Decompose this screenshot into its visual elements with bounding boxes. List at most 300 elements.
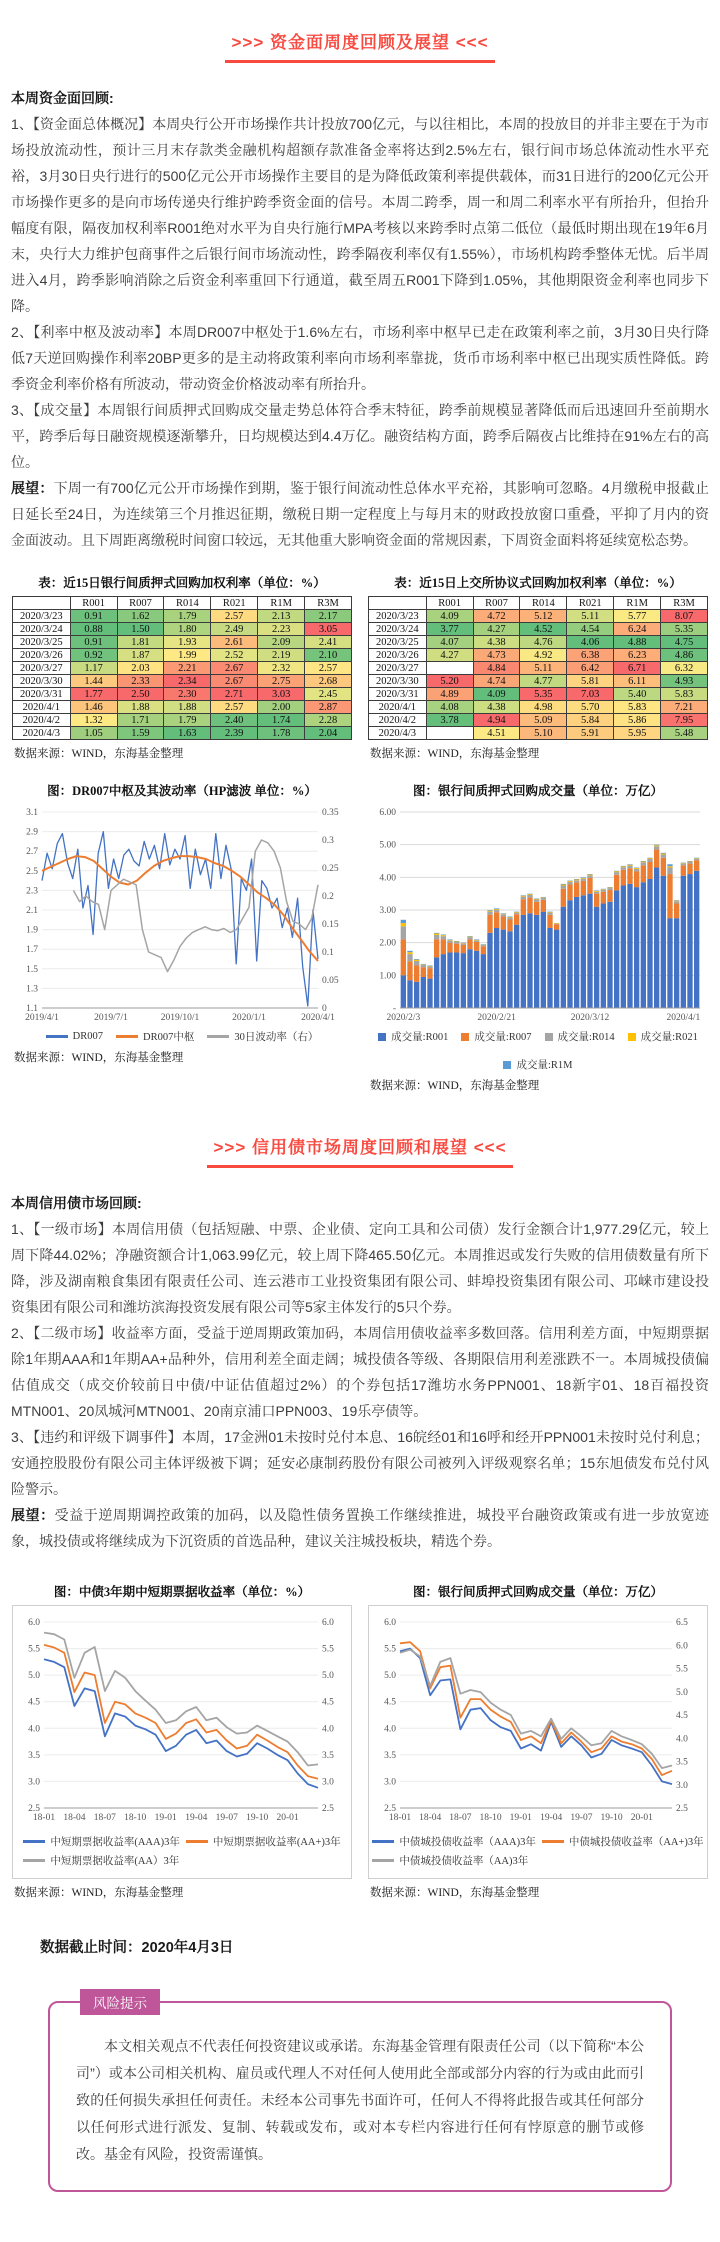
- column-header: R1M: [614, 597, 661, 610]
- svg-text:2.9: 2.9: [26, 827, 38, 838]
- table-row: [369, 662, 708, 675]
- table-cell: 2.61: [211, 636, 258, 649]
- svg-text:20-01: 20-01: [630, 1813, 653, 1823]
- table-cell: 1.93: [164, 636, 211, 649]
- risk-warning-box: [48, 1996, 672, 2192]
- table-cell: 5.91: [567, 727, 614, 740]
- svg-text:0.3: 0.3: [322, 836, 334, 846]
- legend-label: 成交量:R007: [474, 1032, 532, 1043]
- paragraph: 2、【利率中枢及波动率】本周DR007中枢处于1.6%左右，市场利率中枢早已走在政策利率之前，3月30日央行降低7天逆回购操作利率20BP更多的是主动将政策利率向市场利率靠拢，货币市场利率中枢已出现实质性降低。跨季资金利率价格有所波动，带动资金价格波动率有所抬升。: [11, 324, 709, 392]
- table-cell: 1.80: [164, 623, 211, 636]
- svg-text:4.5: 4.5: [384, 1697, 396, 1708]
- outlook-label: 展望：: [11, 1507, 55, 1523]
- svg-text:0.05: 0.05: [322, 976, 339, 986]
- table-cell: 1.77: [70, 688, 117, 701]
- svg-text:18-04: 18-04: [419, 1813, 442, 1823]
- table-cell: 6.71: [614, 662, 661, 675]
- column-header: R021: [567, 597, 614, 610]
- column-header: R021: [211, 597, 258, 610]
- legend-label: 中债城投债收益率（AAA)3年: [399, 1837, 536, 1848]
- table-cell: 2.03: [117, 662, 164, 675]
- table-cell: 5.12: [520, 610, 567, 623]
- table-cell: 4.72: [473, 610, 520, 623]
- table-cell: 4.09: [426, 610, 473, 623]
- table-cell: 1.17: [70, 662, 117, 675]
- table-cell: 1.88: [164, 701, 211, 714]
- svg-text:3.0: 3.0: [28, 1777, 40, 1788]
- legend-item: [542, 1834, 704, 1849]
- table-cell: 4.88: [614, 636, 661, 649]
- table-cell: 4.84: [473, 662, 520, 675]
- svg-text:6.0: 6.0: [322, 1618, 334, 1628]
- chart-legend: [12, 1029, 352, 1044]
- row-date: 2020/4/2: [369, 714, 427, 727]
- table-cell: 2.41: [305, 636, 352, 649]
- row-date: 2020/3/25: [369, 636, 427, 649]
- table-cell: 2.39: [211, 727, 258, 740]
- legend-item: [46, 1031, 103, 1042]
- table-cell: 2.10: [305, 649, 352, 662]
- legend-swatch: [116, 1035, 138, 1038]
- mtn-yield-chart-block: [12, 1576, 352, 1900]
- svg-text:6.0: 6.0: [28, 1618, 40, 1628]
- svg-text:19-07: 19-07: [215, 1813, 238, 1823]
- table-cell: 4.38: [473, 701, 520, 714]
- svg-text:6.00: 6.00: [379, 808, 396, 818]
- column-header: R001: [70, 597, 117, 610]
- legend-label: 成交量:R1M: [516, 1060, 573, 1071]
- svg-text:3.0: 3.0: [322, 1777, 334, 1788]
- table-cell: 6.32: [661, 662, 708, 675]
- table-cell: 2.00: [258, 701, 305, 714]
- table-cell: 3.78: [426, 714, 473, 727]
- table-cell: 5.77: [614, 610, 661, 623]
- column-header: R014: [520, 597, 567, 610]
- row-date: 2020/3/23: [369, 610, 427, 623]
- svg-text:19-04: 19-04: [540, 1813, 563, 1823]
- dr007-volatility-line-chart: [12, 804, 352, 1026]
- svg-text:3.0: 3.0: [676, 1780, 688, 1791]
- data-source-note: 数据来源：WIND，东海基金整理: [370, 1080, 540, 1092]
- svg-text:19-04: 19-04: [185, 1813, 208, 1823]
- table-row: [369, 623, 708, 636]
- table-row: [13, 636, 352, 649]
- data-source-note: 数据来源：WIND，东海基金整理: [14, 1052, 184, 1064]
- table-row: [13, 675, 352, 688]
- section2-heading: 本周信用债市场回顾:: [11, 1195, 142, 1211]
- chart-legend: [368, 1029, 708, 1072]
- table-cell: [426, 727, 473, 740]
- svg-text:2.00: 2.00: [379, 938, 396, 949]
- paragraph: 2、【二级市场】收益率方面，受益于逆周期政策加码，本周信用债收益率多数回落。信用利差方面，中短期票据除1年期AAA和1年期AA+品种外，信用利差全面走阔；城投债各等级、各期限信用利差涨跌不一。本周城投债偏估值成交（成交价较前日中债/中证估值超过2%）的个券包括17潍坊水务PPN001、18新宇01、18百福投资MTN001、20凤城河MTN001、20南京浦口PPN003、19乐亭债等。: [11, 1325, 709, 1419]
- table-cell: 4.38: [473, 636, 520, 649]
- svg-text:1.9: 1.9: [26, 925, 38, 936]
- svg-text:4.0: 4.0: [322, 1724, 334, 1735]
- row-date: 2020/3/26: [13, 649, 71, 662]
- table-cell: 5.86: [614, 714, 661, 727]
- table-cell: 2.13: [258, 610, 305, 623]
- svg-text:1.3: 1.3: [26, 984, 38, 995]
- svg-text:0.15: 0.15: [322, 920, 339, 930]
- row-date: 2020/4/1: [369, 701, 427, 714]
- table-cell: 4.73: [473, 649, 520, 662]
- corner-cell: [369, 597, 427, 610]
- legend-label: 成交量:R021: [640, 1032, 698, 1043]
- outlook-paragraph: [11, 1502, 709, 1554]
- outlook-label: 展望：: [11, 480, 54, 496]
- table-cell: 2.23: [258, 623, 305, 636]
- svg-text:0.35: 0.35: [322, 808, 339, 818]
- svg-text:1.7: 1.7: [26, 945, 38, 956]
- table-row: [369, 636, 708, 649]
- svg-text:2020/3/12: 2020/3/12: [570, 1013, 610, 1023]
- table-cell: 2.30: [164, 688, 211, 701]
- table-cell: 6.38: [567, 649, 614, 662]
- svg-text:2.3: 2.3: [26, 886, 38, 897]
- corner-cell: [13, 597, 71, 610]
- table-cell: 2.09: [258, 636, 305, 649]
- table-cell: 4.93: [661, 675, 708, 688]
- table-cell: 4.94: [473, 714, 520, 727]
- table-cell: 5.70: [567, 701, 614, 714]
- svg-text:2.5: 2.5: [322, 1804, 334, 1814]
- legend-item: [23, 1853, 179, 1868]
- table-cell: 1.44: [70, 675, 117, 688]
- svg-text:19-01: 19-01: [509, 1813, 532, 1823]
- data-source-note: 数据来源：WIND，东海基金整理: [14, 1887, 184, 1899]
- legend-swatch: [23, 1859, 45, 1862]
- chart-caption: 图：中债3年期中短期票据收益率（单位：%）: [53, 1585, 311, 1599]
- repo-volume-chart-block: [368, 775, 708, 1093]
- legend-item: [503, 1057, 572, 1072]
- table-header-row: [369, 597, 708, 610]
- row-date: 2020/3/23: [13, 610, 71, 623]
- svg-text:4.00: 4.00: [379, 873, 396, 884]
- chart-legend: [372, 1834, 704, 1868]
- charts-row-2: [0, 1576, 720, 1900]
- table-row: [13, 662, 352, 675]
- table-cell: 1.62: [117, 610, 164, 623]
- table-cell: 2.67: [211, 662, 258, 675]
- table-cell: 5.20: [426, 675, 473, 688]
- section2-body: [0, 1190, 720, 1554]
- table-cell: 1.81: [117, 636, 164, 649]
- legend-swatch: [461, 1033, 469, 1041]
- svg-text:19-01: 19-01: [154, 1813, 177, 1823]
- legend-swatch: [372, 1859, 394, 1862]
- table-cell: 4.86: [661, 649, 708, 662]
- svg-text:2.5: 2.5: [28, 1804, 40, 1814]
- table-cell: [426, 662, 473, 675]
- charts-row-1: [0, 775, 720, 1093]
- table-cell: 7.95: [661, 714, 708, 727]
- legend-label: 成交量:R014: [557, 1032, 615, 1043]
- legend-swatch: [503, 1061, 511, 1069]
- column-header: R3M: [661, 597, 708, 610]
- table-cell: 4.07: [426, 636, 473, 649]
- svg-text:2.5: 2.5: [384, 1804, 396, 1814]
- report-page: [0, 28, 720, 2242]
- table-cell: 2.68: [305, 675, 352, 688]
- svg-text:4.5: 4.5: [322, 1697, 334, 1708]
- svg-text:5.0: 5.0: [384, 1671, 396, 1682]
- table-caption: 表：近15日上交所协议式回购加权利率（单位：%）: [394, 576, 682, 590]
- table-cell: 2.71: [211, 688, 258, 701]
- svg-text:3.5: 3.5: [28, 1750, 40, 1761]
- row-date: 2020/3/30: [13, 675, 71, 688]
- table-cell: 1.79: [164, 714, 211, 727]
- table-cell: 1.79: [164, 610, 211, 623]
- table-cell: 4.09: [473, 688, 520, 701]
- table-cell: 2.49: [211, 623, 258, 636]
- table-cell: 4.52: [520, 623, 567, 636]
- row-date: 2020/4/3: [13, 727, 71, 740]
- svg-text:2020/2/3: 2020/2/3: [386, 1013, 421, 1023]
- legend-swatch: [372, 1840, 394, 1843]
- table-row: [13, 701, 352, 714]
- svg-text:2.5: 2.5: [676, 1804, 688, 1814]
- chengtou-yield-line-chart: [372, 1614, 702, 1826]
- svg-text:3.5: 3.5: [322, 1750, 334, 1761]
- row-date: 2020/4/2: [13, 714, 71, 727]
- table-cell: 1.59: [117, 727, 164, 740]
- table-cell: 4.76: [520, 636, 567, 649]
- row-date: 2020/3/31: [369, 688, 427, 701]
- column-header: R007: [473, 597, 520, 610]
- table-row: [369, 688, 708, 701]
- svg-text:4.0: 4.0: [676, 1734, 688, 1745]
- legend-label: 中债城投债收益率（AA)3年: [399, 1856, 529, 1867]
- table-cell: 6.23: [614, 649, 661, 662]
- table-cell: 2.32: [258, 662, 305, 675]
- sse-repo-rate-table: [368, 596, 708, 740]
- legend-label: 中短期票据收益率(AA）3年: [50, 1856, 180, 1867]
- table-cell: 2.75: [258, 675, 305, 688]
- svg-text:19-07: 19-07: [570, 1813, 593, 1823]
- svg-text:18-01: 18-01: [32, 1813, 56, 1823]
- table-cell: 2.34: [164, 675, 211, 688]
- table-cell: 5.35: [520, 688, 567, 701]
- section1-title-text: >>> 资金面周度回顾及展望 <<<: [225, 28, 494, 63]
- table-cell: 5.11: [520, 662, 567, 675]
- section2-title: [0, 1133, 720, 1168]
- svg-text:1.1: 1.1: [26, 1004, 38, 1014]
- row-date: 2020/3/27: [13, 662, 71, 675]
- legend-item: [116, 1029, 194, 1044]
- svg-text:1.00: 1.00: [379, 971, 396, 982]
- svg-text:5.5: 5.5: [384, 1644, 396, 1655]
- legend-item: [186, 1834, 341, 1849]
- data-source-note: 数据来源：WIND，东海基金整理: [370, 748, 540, 760]
- interbank-repo-rate-table: [12, 596, 352, 740]
- legend-item: [461, 1029, 531, 1044]
- table-cell: 1.50: [117, 623, 164, 636]
- table-row: [369, 701, 708, 714]
- table-cell: 2.87: [305, 701, 352, 714]
- table-row: [13, 610, 352, 623]
- table-cell: 4.77: [520, 675, 567, 688]
- svg-text:18-07: 18-07: [93, 1813, 116, 1823]
- paragraph: 1、【一级市场】本周信用债（包括短融、中票、企业债、定向工具和公司债）发行金额合计1,977.29亿元，较上周下降44.02%；净融资额合计1,063.99亿元，较上周下降465.50亿元。本周推迟或发行失败的信用债数量有所下降，涉及湖南粮食集团有限责任公司、连云港市工业投资集团有限公司、蚌埠投资集团有限公司、邛崃市建设投资集团有限公司和潍坊滨海投资发展有限公司等5家主体发行的5只个券。: [11, 1221, 709, 1315]
- chart-caption: 图：DR007中枢及其波动率（HP滤波 单位：%）: [47, 784, 317, 798]
- table-cell: 5.95: [614, 727, 661, 740]
- table-cell: 2.50: [117, 688, 164, 701]
- table-header-row: [13, 597, 352, 610]
- table-cell: 5.11: [567, 610, 614, 623]
- table-cell: 1.88: [117, 701, 164, 714]
- table-row: [13, 649, 352, 662]
- risk-warning-text: 本文相关观点不代表任何投资建议或承诺。东海基金管理有限责任公司（以下简称“本公司”）或本公司相关机构、雇员或代理人不对任何人使用此全部或部分内容的行为或由此而引致的任何损失承担任何责任。未经本公司事先书面许可，任何人不得将此报告或其任何部分以任何形式进行派发、复制、转载或发布，或对本专栏内容进行任何有悖原意的删节或修改。基金有风险，投资需谨慎。: [76, 2038, 644, 2162]
- sse-repo-table-block: [368, 567, 708, 761]
- legend-item: [545, 1029, 615, 1044]
- table-cell: 2.57: [211, 701, 258, 714]
- tables-row: [0, 567, 720, 761]
- table-row: [369, 675, 708, 688]
- legend-item: [372, 1853, 528, 1868]
- column-header: R1M: [258, 597, 305, 610]
- table-cell: 4.98: [520, 701, 567, 714]
- row-date: 2020/3/26: [369, 649, 427, 662]
- row-date: 2020/3/24: [13, 623, 71, 636]
- table-cell: 0.91: [70, 636, 117, 649]
- section1-title: [0, 28, 720, 63]
- table-cell: 5.83: [614, 701, 661, 714]
- legend-swatch: [46, 1035, 68, 1038]
- table-cell: 5.09: [520, 714, 567, 727]
- svg-text:5.5: 5.5: [676, 1664, 688, 1675]
- svg-text:4.5: 4.5: [28, 1697, 40, 1708]
- row-date: 2020/4/3: [369, 727, 427, 740]
- svg-text:6.0: 6.0: [384, 1618, 396, 1628]
- dr007-chart-block: [12, 775, 352, 1065]
- chart-frame: [368, 1605, 708, 1879]
- svg-text:5.0: 5.0: [676, 1687, 688, 1698]
- table-cell: 2.33: [117, 675, 164, 688]
- legend-swatch: [207, 1035, 229, 1038]
- table-cell: 7.03: [567, 688, 614, 701]
- section1-heading: 本周资金面回顾:: [11, 90, 114, 106]
- table-cell: 2.19: [258, 649, 305, 662]
- svg-text:5.5: 5.5: [28, 1644, 40, 1655]
- table-cell: 6.11: [614, 675, 661, 688]
- table-cell: 1.87: [117, 649, 164, 662]
- legend-swatch: [378, 1033, 386, 1041]
- data-source-note: 数据来源：WIND，东海基金整理: [370, 1887, 540, 1899]
- legend-label: DR007中枢: [143, 1032, 195, 1043]
- legend-label: 30日波动率（右）: [234, 1032, 319, 1043]
- svg-text:-: -: [392, 1004, 396, 1014]
- legend-item: [23, 1834, 180, 1849]
- data-source-note: 数据来源：WIND，东海基金整理: [14, 748, 184, 760]
- table-cell: 4.08: [426, 701, 473, 714]
- table-cell: 4.92: [520, 649, 567, 662]
- svg-text:2.5: 2.5: [26, 866, 38, 877]
- table-cell: 2.21: [164, 662, 211, 675]
- table-cell: 2.52: [211, 649, 258, 662]
- table-cell: 2.04: [305, 727, 352, 740]
- table-cell: 2.28: [305, 714, 352, 727]
- table-cell: 2.57: [211, 610, 258, 623]
- row-date: 2020/3/27: [369, 662, 427, 675]
- outlook-paragraph: [11, 475, 709, 553]
- table-cell: 2.17: [305, 610, 352, 623]
- column-header: R3M: [305, 597, 352, 610]
- paragraph: 3、【成交量】本周银行间质押式回购成交量走势总体符合季末特征，跨季前规模显著降低而后迅速回升至前期水平，跨季后每日融资规模逐渐攀升，日均规模达到4.4万亿。融资结构方面，跨季后隔夜占比维持在91%左右的高位。: [11, 402, 709, 470]
- row-date: 2020/3/24: [369, 623, 427, 636]
- svg-text:2020/1/1: 2020/1/1: [232, 1013, 266, 1023]
- legend-label: 中短期票据收益率(AA+)3年: [212, 1837, 341, 1848]
- svg-text:19-10: 19-10: [246, 1813, 269, 1823]
- table-row: [13, 623, 352, 636]
- column-header: R007: [117, 597, 164, 610]
- chart-caption: 图：银行间质押式回购成交量（单位：万亿）: [412, 784, 663, 798]
- legend-item: [207, 1029, 318, 1044]
- svg-text:3.5: 3.5: [676, 1757, 688, 1768]
- svg-text:2019/7/1: 2019/7/1: [94, 1013, 128, 1023]
- table-row: [369, 727, 708, 740]
- table-cell: 2.57: [305, 662, 352, 675]
- table-cell: 1.78: [258, 727, 305, 740]
- svg-text:18-10: 18-10: [479, 1813, 502, 1823]
- svg-text:0.1: 0.1: [322, 948, 334, 958]
- outlook-text: 受益于逆周期调控政策的加码，以及隐性债务置换工作继续推进，城投平台融资政策或有进一步放宽迹象，城投债或将继续成为下沉资质的首选品种，建议关注城投板块，精选个券。: [11, 1507, 710, 1549]
- table-cell: 5.10: [520, 727, 567, 740]
- paragraph: 3、【违约和评级下调事件】本周，17金洲01未按时兑付本息、16皖经01和16呼和经开PPN001未按时兑付利息；安通控股股份有限公司主体评级被下调；延安必康制药股份有限公司被列入评级观察名单；15东旭债发布兑付风险警示。: [11, 1429, 709, 1497]
- table-cell: 5.48: [661, 727, 708, 740]
- table-cell: 5.83: [661, 688, 708, 701]
- chart-frame: [12, 1605, 352, 1879]
- chart-caption: 图：银行间质押式回购成交量（单位：万亿）: [412, 1585, 663, 1599]
- svg-text:18-01: 18-01: [388, 1813, 412, 1823]
- table-row: [369, 610, 708, 623]
- svg-text:4.5: 4.5: [676, 1711, 688, 1721]
- table-cell: 4.89: [426, 688, 473, 701]
- svg-text:3.0: 3.0: [384, 1777, 396, 1788]
- table-cell: 2.67: [211, 675, 258, 688]
- table-cell: 6.24: [614, 623, 661, 636]
- chengtou-yield-chart-block: [368, 1576, 708, 1900]
- svg-text:4.0: 4.0: [28, 1724, 40, 1735]
- svg-text:3.00: 3.00: [379, 906, 396, 916]
- chart-legend: [16, 1834, 348, 1868]
- table-cell: 1.32: [70, 714, 117, 727]
- legend-swatch: [186, 1840, 208, 1843]
- table-row: [13, 688, 352, 701]
- svg-text:5.5: 5.5: [322, 1644, 334, 1655]
- svg-text:20-01: 20-01: [276, 1813, 299, 1823]
- legend-swatch: [628, 1033, 636, 1041]
- legend-item: [628, 1029, 698, 1044]
- row-date: 2020/4/1: [13, 701, 71, 714]
- table-cell: 4.06: [567, 636, 614, 649]
- svg-text:2019/4/1: 2019/4/1: [25, 1013, 59, 1023]
- svg-text:2020/4/1: 2020/4/1: [666, 1013, 701, 1023]
- table-cell: 8.07: [661, 610, 708, 623]
- legend-label: 中短期票据收益率(AAA)3年: [50, 1837, 180, 1848]
- svg-text:0.25: 0.25: [322, 864, 339, 874]
- row-date: 2020/3/30: [369, 675, 427, 688]
- table-cell: 4.54: [567, 623, 614, 636]
- table-row: [13, 714, 352, 727]
- table-cell: 1.99: [164, 649, 211, 662]
- table-cell: 2.45: [305, 688, 352, 701]
- svg-text:2019/10/1: 2019/10/1: [160, 1013, 200, 1023]
- row-date: 2020/3/25: [13, 636, 71, 649]
- table-cell: 1.05: [70, 727, 117, 740]
- svg-text:18-04: 18-04: [63, 1813, 86, 1823]
- svg-text:19-10: 19-10: [600, 1813, 623, 1823]
- legend-swatch: [542, 1840, 564, 1843]
